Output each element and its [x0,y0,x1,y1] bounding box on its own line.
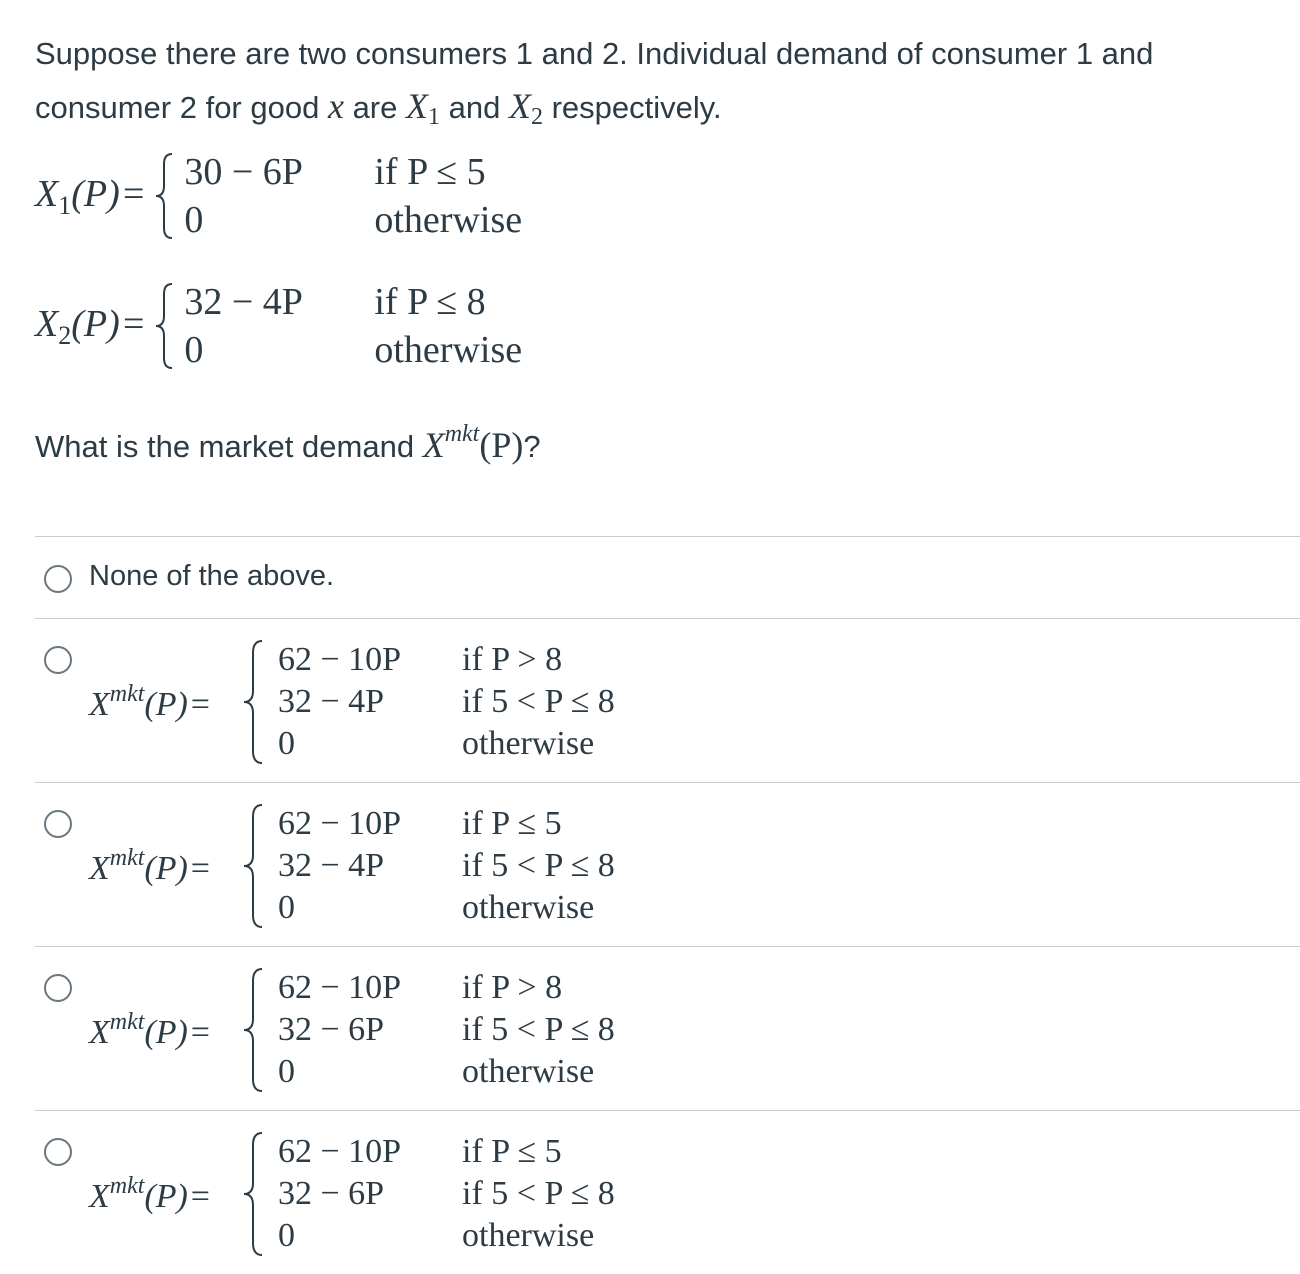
answer-option-none[interactable] [35,536,1300,618]
case-expr: 30 − 6P [184,151,303,193]
radio-button[interactable] [44,565,72,593]
demand-x2-cases [184,280,574,372]
left-brace-icon [240,1131,264,1257]
answer-label: None of the above. [89,560,335,592]
good-symbol: x [327,86,344,126]
left-brace-icon [240,967,264,1093]
case-expr: 0 [184,329,204,371]
question-line-2: consumer 2 for good x are $X_1$ and $X_2$ respectively. [35,86,722,130]
case-cond: if P ≤ 8 [374,281,486,323]
answer-cases: 62 − 10P if P > 8 32 − 4P if 5 < P ≤ 8 0 otherwise [278,641,615,762]
case-cond: if P ≤ 5 [374,151,486,193]
left-brace-icon [240,803,264,929]
answer-option-d[interactable] [35,1110,1300,1274]
answer-option-c[interactable] [35,946,1300,1110]
case-expr: 32 − 4P [184,281,303,323]
radio-button[interactable] [44,974,72,1002]
answer-equation: $X^{mkt}(P)$ = 62 − 10P if P > 8 32 − 6P if 5 < P ≤ 8 0 otherwise [89,967,662,1093]
question-prompt: What is the market demand $X^{mkt}(P)$? [35,421,541,465]
left-brace-icon [152,282,174,370]
answer-option-a[interactable] [35,618,1300,782]
left-brace-icon [152,152,174,240]
case-cond: otherwise [374,199,523,241]
answer-equation: $X^{mkt}(P)$ = 62 − 10P if P ≤ 5 32 − 6P if 5 < P ≤ 8 0 otherwise [89,1131,662,1257]
demand-x1-equation: $X_1(P)$ = 30 − 6P if P ≤ 5 0 otherwise [35,150,574,242]
answer-equation: $X^{mkt}(P)$ = 62 − 10P if P > 8 32 − 4P if 5 < P ≤ 8 0 otherwise [89,639,662,765]
radio-button[interactable] [44,1138,72,1166]
question-line-1: Suppose there are two consumers 1 and 2. Individual demand of consumer 1 and [35,36,1154,71]
answer-cases: 62 − 10P if P ≤ 5 32 − 4P if 5 < P ≤ 8 0 otherwise [278,805,615,926]
case-cond: otherwise [374,329,523,371]
answer-equation: $X^{mkt}(P)$ = 62 − 10P if P ≤ 5 32 − 4P if 5 < P ≤ 8 0 otherwise [89,803,662,929]
question-stem [35,28,1275,143]
demand-x2-equation: $X_2(P)$ = 32 − 4P if P ≤ 8 0 otherwise [35,280,574,372]
answer-list [35,536,1300,1274]
left-brace-icon [240,639,264,765]
radio-button[interactable] [44,810,72,838]
answer-option-b[interactable] [35,782,1300,946]
radio-button[interactable] [44,646,72,674]
answer-cases: 62 − 10P if P > 8 32 − 6P if 5 < P ≤ 8 0 otherwise [278,969,615,1090]
answer-cases: 62 − 10P if P ≤ 5 32 − 6P if 5 < P ≤ 8 0 otherwise [278,1133,615,1254]
demand-x1-cases [184,150,574,242]
case-expr: 0 [184,199,204,241]
